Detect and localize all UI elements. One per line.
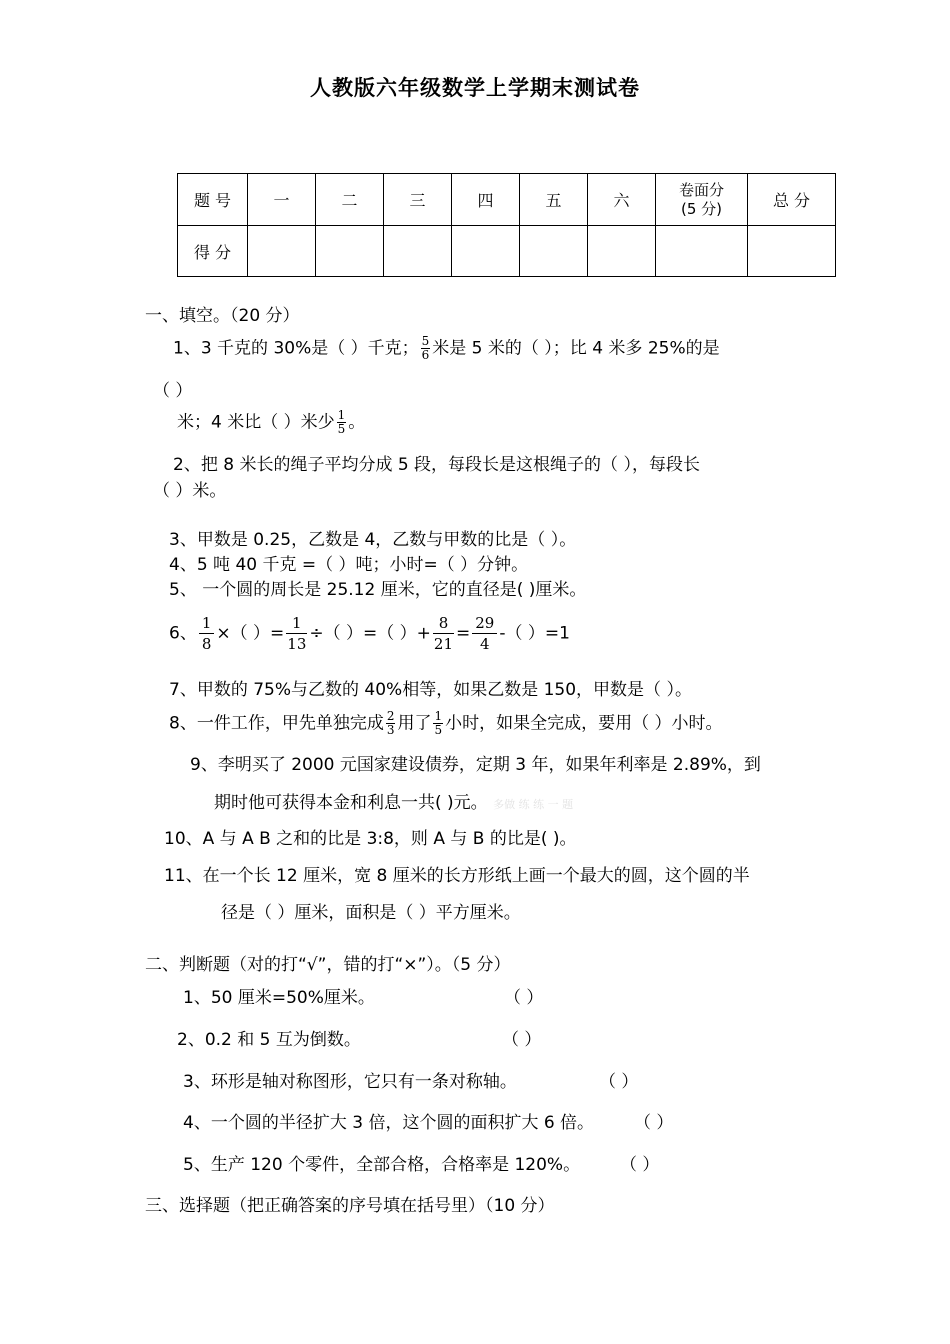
q6-lead: 6、 [169, 623, 197, 644]
q9-line1: 9、李明买了 2000 元国家建设债券，定期 3 年，如果年利率是 2.89%，到 [190, 755, 761, 775]
judge-paren-3: （ ） [599, 1072, 639, 1092]
section1-title: 一、填空。（20 分） [145, 306, 300, 326]
score-header-3: 三 [384, 174, 452, 226]
q1-fraction-1 [421, 335, 431, 362]
q9-watermark-text: 多做 练 练 一 题 [493, 798, 574, 811]
judge-paren-4: （ ） [634, 1113, 674, 1133]
q6-fraction-4-num: 29 [472, 613, 497, 634]
q6-fraction-1-den: 8 [201, 635, 212, 653]
q9-part-b: 期时他可获得本金和利息一共( )元。 [214, 793, 488, 813]
q6-part-3: = [456, 623, 471, 644]
q6-part-1: ×（ ）= [216, 623, 285, 644]
q8-fraction-2-den: 5 [434, 723, 443, 737]
judge-paren-5: （ ） [620, 1155, 660, 1175]
q8-part-b: 用了 [397, 713, 432, 734]
q2-line2: （ ）米。 [153, 481, 227, 501]
q6-fraction-2-den: 13 [287, 635, 307, 653]
q1-line3 [177, 409, 365, 436]
q6-fraction-3-num: 8 [433, 613, 454, 634]
q1-fraction-1-den: 6 [421, 348, 430, 362]
q6-part-4: -（ ）=1 [499, 623, 570, 644]
q2-line1: 2、把 8 米长的绳子平均分成 5 段，每段长是这根绳子的（ ），每段长 [173, 455, 700, 475]
q6-fraction-1-num: 1 [199, 613, 215, 634]
q1-part-d: 米；4 米比（ ）米少 [177, 412, 335, 433]
score-cell [316, 226, 384, 277]
q5: 5、 一个圆的周长是 25.12 厘米，它的直径是( )厘米。 [169, 580, 587, 600]
q8-fraction-1-num: 2 [386, 709, 395, 723]
q11-line2: 径是（ ）厘米，面积是（ ）平方厘米。 [221, 903, 521, 923]
q4: 4、5 吨 40 千克 =（ ）吨；小时=（ ）分钟。 [169, 555, 529, 575]
q6-fraction-2-num: 1 [286, 613, 307, 634]
section3-title: 三、选择题（把正确答案的序号填在括号里）（10 分） [145, 1196, 555, 1216]
q8-fraction-2 [433, 710, 443, 737]
section2-title: 二、判断题（对的打“√”，错的打“×”）。（5 分） [145, 955, 511, 975]
q6-fraction-3-den: 21 [433, 635, 454, 653]
score-cell [248, 226, 316, 277]
q8 [169, 710, 723, 737]
q9-line2 [214, 792, 573, 816]
q1-fraction-2 [337, 409, 347, 436]
score-header-paper [656, 174, 748, 226]
judge-item-2: 2、0.2 和 5 互为倒数。 [177, 1030, 361, 1050]
score-table [177, 173, 836, 277]
score-cell [748, 226, 836, 277]
score-header-label: 题 号 [178, 174, 248, 226]
q11-line1: 11、在一个长 12 厘米，宽 8 厘米的长方形纸上画一个最大的圆，这个圆的半 [164, 866, 750, 886]
q1-part-a: 1、3 千克的 30%是（ ）千克； [173, 338, 419, 359]
score-header-4: 四 [452, 174, 520, 226]
judge-item-4: 4、一个圆的半径扩大 3 倍，这个圆的面积扩大 6 倍。 [183, 1113, 595, 1133]
score-cell [384, 226, 452, 277]
q8-fraction-1-den: 3 [386, 723, 395, 737]
q8-part-a: 8、一件工作，甲先单独完成 [169, 713, 384, 734]
score-cell [588, 226, 656, 277]
q1-line2: （ ） [153, 381, 193, 401]
q1-part-e: 。 [348, 412, 366, 433]
q8-part-c: 小时，如果全完成，要用（ ）小时。 [445, 713, 723, 734]
q1-part-b: 米是 5 米的（ ）；比 4 米多 25%的是 [432, 338, 720, 359]
q6-fraction-2 [286, 613, 307, 654]
judge-paren-1: （ ） [504, 988, 544, 1008]
judge-item-5: 5、生产 120 个零件，全部合格，合格率是 120%。 [183, 1155, 581, 1175]
q1-fraction-2-den: 5 [337, 422, 346, 436]
score-header-6: 六 [588, 174, 656, 226]
q6-fraction-4 [472, 613, 497, 654]
score-cell [520, 226, 588, 277]
q7: 7、甲数的 75%与乙数的 40%相等，如果乙数是 150，甲数是（ ）。 [169, 680, 692, 700]
q6 [169, 613, 570, 654]
q10: 10、A 与 A B 之和的比是 3:8，则 A 与 B 的比是( )。 [164, 829, 577, 849]
score-cell [452, 226, 520, 277]
q1-fraction-2-num: 1 [337, 408, 346, 422]
judge-paren-2: （ ） [502, 1030, 542, 1050]
q6-fraction-4-den: 4 [480, 635, 490, 653]
score-header-1: 一 [248, 174, 316, 226]
score-header-paper-line2: (5 分) [680, 199, 723, 218]
score-cell [656, 226, 748, 277]
score-header-paper-line1: 卷面分 [678, 180, 724, 199]
score-header-2: 二 [316, 174, 384, 226]
q6-fraction-1 [199, 613, 215, 654]
page-title: 人教版六年级数学上学期末测试卷 [310, 76, 640, 100]
q6-part-2: ÷（ ）=（ ）+ [309, 623, 431, 644]
q8-fraction-2-num: 1 [434, 709, 443, 723]
judge-item-3: 3、环形是轴对称图形，它只有一条对称轴。 [183, 1072, 517, 1092]
score-header-5: 五 [520, 174, 588, 226]
q8-fraction-1 [386, 710, 396, 737]
q6-fraction-3 [433, 613, 454, 654]
score-row-label: 得 分 [178, 226, 248, 277]
score-header-total: 总 分 [748, 174, 836, 226]
q1-fraction-1-num: 5 [421, 334, 430, 348]
q3: 3、甲数是 0.25，乙数是 4，乙数与甲数的比是（ ）。 [169, 530, 577, 550]
q1-line1 [173, 335, 720, 362]
judge-item-1: 1、50 厘米=50%厘米。 [183, 988, 375, 1008]
